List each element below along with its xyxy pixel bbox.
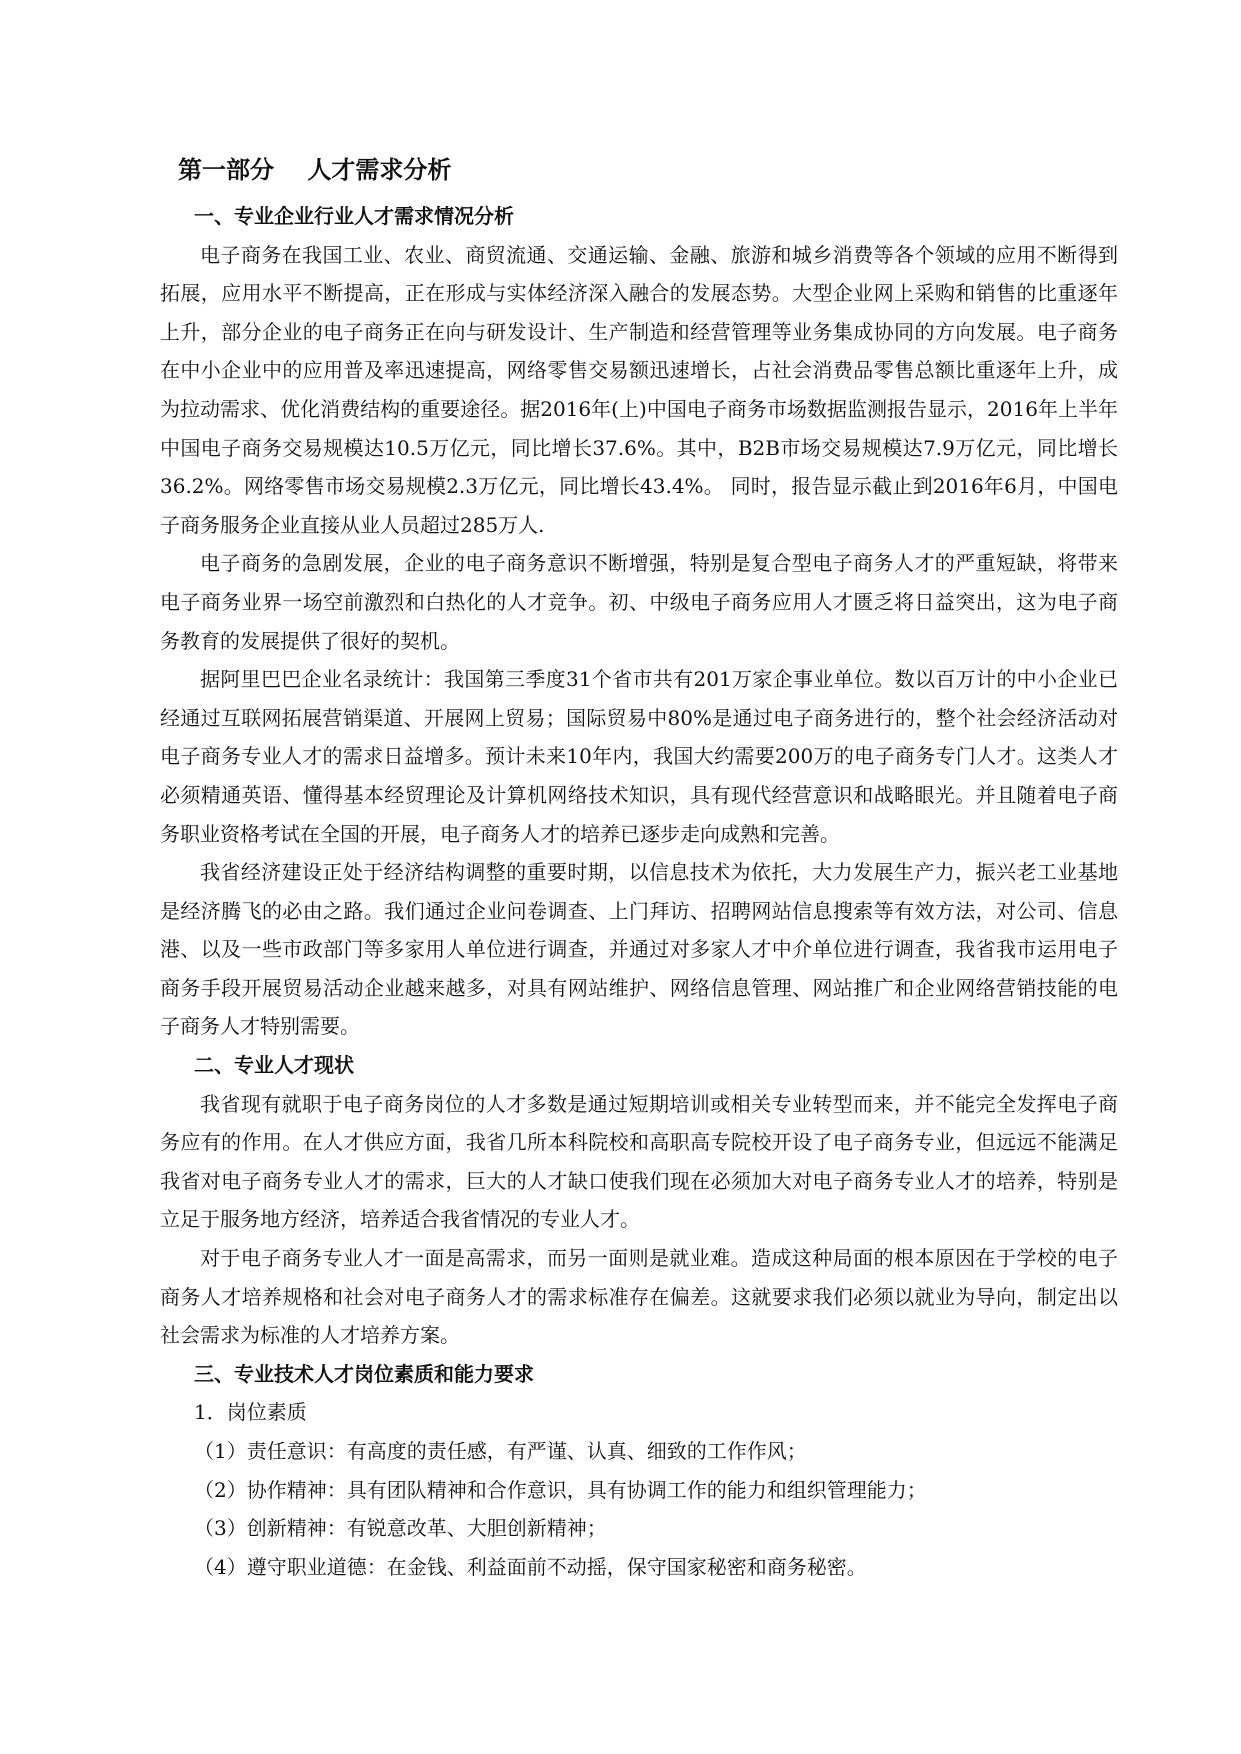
subheading-job-quality: 1．岗位素质: [194, 1400, 307, 1425]
section-heading-demand-analysis: 一、专业企业行业人才需求情况分析: [194, 204, 514, 228]
paragraph: 我省经济建设正处于经济结构调整的重要时期，以信息技术为依托，大力发展生产力，振兴老工业基地是经济腾飞的必由之路。我们通过企业问卷调查、上门拜访、招聘网站信息搜索等有效方法，对公司、信息港、以及一些市政部门等多家用人单位进行调查，并通过对多家人才中介单位进行调查，我省我市运用电子商务手段开展贸易活动企业越来越多，对具有网站维护、网络信息管理、网站推广和企业网络营销技能的电子商务人才特别需要。: [160, 860, 1118, 1039]
paragraph: 对于电子商务专业人才一面是高需求，而另一面则是就业难。造成这种局面的根本原因在于学校的电子商务人才培养规格和社会对电子商务人才的需求标准存在偏差。这就要求我们必须以就业为导向，制定出以社会需求为标准的人才培养方案。: [160, 1246, 1118, 1348]
section-heading-job-requirements: 三、专业技术人才岗位素质和能力要求: [194, 1361, 534, 1386]
section-heading-talent-status: 二、专业人才现状: [194, 1053, 354, 1078]
part-title: 第一部分 人才需求分析: [178, 156, 452, 184]
paragraph: 电子商务的急剧发展，企业的电子商务意识不断增强，特别是复合型电子商务人才的严重短缺，将带来电子商务业界一场空前激烈和白热化的人才竞争。初、中级电子商务应用人才匮乏将日益突出，这为电子商务教育的发展提供了很好的契机。: [160, 551, 1118, 653]
list-item: （4）遵守职业道德：在金钱、利益面前不动摇，保守国家秘密和商务秘密。: [194, 1554, 867, 1579]
paragraph: 电子商务在我国工业、农业、商贸流通、交通运输、金融、旅游和城乡消费等各个领域的应用不断得到拓展，应用水平不断提高，正在形成与实体经济深入融合的发展态势。大型企业网上采购和销售的比重逐年上升，部分企业的电子商务正在向与研发设计、生产制造和经营管理等业务集成协同的方向发展。电子商务在中小企业中的应用普及率迅速提高，网络零售交易额迅速增长，占社会消费品零售总额比重逐年上升，成为拉动需求、优化消费结构的重要途径。据2016年(上)中国电子商务市场数据监测报告显示，2016年上半年中国电子商务交易规模达10.5万亿元，同比增长37.6%。其中，B2B市场交易规模达7.9万亿元，同比增长36.2%。网络零售市场交易规模2.3万亿元，同比增长43.4%。 同时，报告显示截止到2016年6月，中国电子商务服务企业直接从业人员超过285万人.: [160, 242, 1118, 537]
document-body: [160, 197, 1118, 1586]
paragraph: 据阿里巴巴企业名录统计：我国第三季度31个省市共有201万家企事业单位。数以百万计的中小企业已经通过互联网拓展营销渠道、开展网上贸易；国际贸易中80%是通过电子商务进行的，整个社会经济活动对电子商务专业人才的需求日益增多。预计未来10年内，我国大约需要200万的电子商务专门人才。这类人才必须精通英语、懂得基本经贸理论及计算机网络技术知识，具有现代经营意识和战略眼光。并且随着电子商务职业资格考试在全国的开展，电子商务人才的培养已逐步走向成熟和完善。: [160, 667, 1118, 846]
list-item: （3）创新精神：有锐意改革、大胆创新精神；: [194, 1516, 607, 1541]
list-item: （1）责任意识：有高度的责任感，有严谨、认真、细致的工作作风；: [194, 1439, 807, 1463]
list-item: （2）协作精神：具有团队精神和合作意识，具有协调工作的能力和组织管理能力；: [194, 1477, 927, 1502]
paragraph: 我省现有就职于电子商务岗位的人才多数是通过短期培训或相关专业转型而来，并不能完全发挥电子商务应有的作用。在人才供应方面，我省几所本科院校和高职高专院校开设了电子商务专业，但远远不能满足我省对电子商务专业人才的需求，巨大的人才缺口使我们现在必须加大对电子商务专业人才的培养，特别是立足于服务地方经济，培养适合我省情况的专业人才。: [160, 1091, 1118, 1232]
